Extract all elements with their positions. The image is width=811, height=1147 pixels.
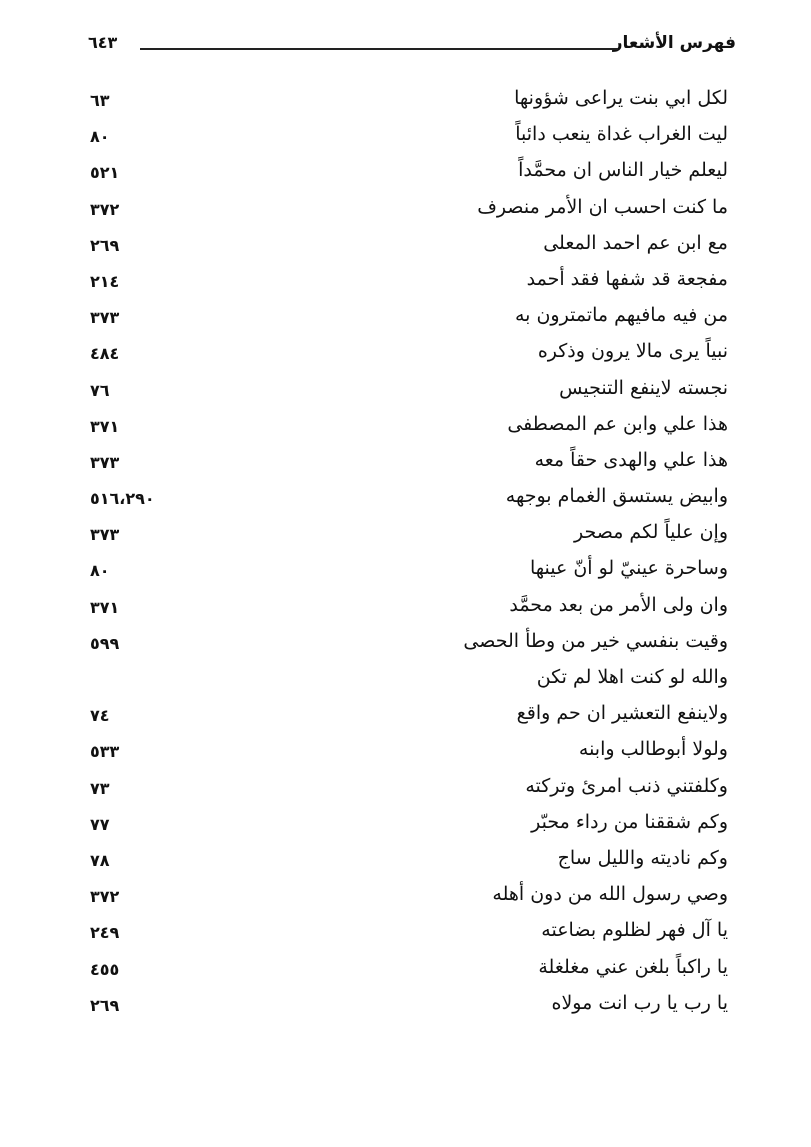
verse-incipit: من فيه مافيهم ماتمترون به <box>514 304 728 327</box>
index-entry <box>84 770 728 806</box>
page-reference: ٥٩٩ <box>90 633 120 653</box>
index-entry <box>84 444 728 480</box>
verse-incipit: مفجعة قد شفها فقد أحمد <box>526 267 728 290</box>
page-reference: ٧٧ <box>90 814 110 834</box>
verse-incipit: والله لو كنت اهلا لم تكن <box>536 666 728 688</box>
index-entry <box>84 552 728 588</box>
index-entry <box>84 951 728 987</box>
verse-incipit: هذا علي وابن عم المصطفى <box>507 412 728 435</box>
running-header <box>84 33 736 63</box>
index-entry <box>84 878 728 914</box>
page-reference: ٢٦٩ <box>90 995 120 1015</box>
index-entry <box>84 987 728 1023</box>
page-reference: ٧٨ <box>90 850 110 870</box>
verse-incipit: وابيض يستسق الغمام بوجهه <box>505 485 728 508</box>
verse-incipit: نجسته لاينفع التنجيس <box>559 376 728 399</box>
index-entry <box>84 227 728 263</box>
verse-incipit: ما كنت احسب ان الأمر منصرف <box>477 195 728 218</box>
page-reference: ٤٨٤ <box>90 344 120 364</box>
page-reference: ٧٣ <box>90 778 110 798</box>
verse-incipit: وإن علياً لكم مصحر <box>573 521 728 544</box>
page-reference: ٣٧٢ <box>90 887 120 907</box>
page-reference: ٢١٤ <box>90 271 120 291</box>
page-reference: ٨٠ <box>90 127 110 147</box>
header-rule <box>140 48 618 50</box>
verse-incipit: وصي رسول الله من دون أهله <box>492 883 728 906</box>
page-reference: ٣٧٣ <box>90 525 120 545</box>
index-entry <box>84 842 728 878</box>
index-entry <box>84 480 728 516</box>
index-entry <box>84 154 728 190</box>
index-entry <box>84 191 728 227</box>
index-entry <box>84 516 728 552</box>
index-entry <box>84 661 728 697</box>
index-entry <box>84 806 728 842</box>
verse-incipit: وساحرة عينيّ لو أنّ عينها <box>529 557 728 580</box>
index-entry <box>84 589 728 625</box>
verse-incipit: وقيت بنفسي خير من وطأ الحصى <box>463 629 728 652</box>
page-reference: ٥٢١ <box>90 163 120 183</box>
page-reference: ٣٧١ <box>90 416 120 436</box>
verse-incipit: وكم شققنا من رداء محبّر <box>531 810 728 833</box>
verse-incipit: هذا علي والهدى حقاً معه <box>534 448 728 471</box>
verse-incipit: وكم ناديته والليل ساج <box>557 846 728 869</box>
index-entry <box>84 408 728 444</box>
page-reference: ٥٣٣ <box>90 742 120 762</box>
index-entry <box>84 299 728 335</box>
index-entry <box>84 263 728 299</box>
verse-incipit: ولاينفع التعشير ان حم واقع <box>516 702 728 725</box>
page-reference: ٣٧٣ <box>90 452 120 472</box>
header-title: فهرس الأشعار <box>612 33 736 53</box>
verse-incipit: ليعلم خيار الناس ان محمَّداً <box>518 159 728 182</box>
page-number: ٦٤٣ <box>88 33 118 52</box>
page-reference: ٦٣ <box>90 91 110 110</box>
index-entry <box>84 914 728 950</box>
page-reference: ٨٠ <box>90 561 110 581</box>
verse-incipit: يا رب يا رب انت مولاه <box>551 991 728 1014</box>
poetry-index-list <box>84 82 728 1023</box>
index-entry <box>84 625 728 661</box>
page-reference: ٧٦ <box>90 380 110 400</box>
index-entry <box>84 82 728 118</box>
index-entry <box>84 372 728 408</box>
page-reference: ٢٦٩ <box>90 235 120 255</box>
verse-incipit: ليت الغراب غداة ينعب دائباً <box>515 123 728 146</box>
page-reference: ٥١٦،٢٩٠ <box>90 489 155 509</box>
verse-incipit: نبياً يرى مالا يرون وذكره <box>537 340 728 363</box>
page-reference: ٤٥٥ <box>90 959 120 979</box>
verse-incipit: يا راكباً بلغن عني مغلغلة <box>538 955 728 978</box>
page-reference: ٧٤ <box>90 706 110 726</box>
page-reference: ٢٤٩ <box>90 923 120 943</box>
page-reference: ٣٧٢ <box>90 199 120 219</box>
index-entry <box>84 697 728 733</box>
index-entry <box>84 335 728 371</box>
verse-incipit: مع ابن عم احمد المعلى <box>543 231 728 254</box>
page-reference: ٣٧١ <box>90 597 120 617</box>
index-entry <box>84 733 728 769</box>
page-reference: ٣٧٣ <box>90 308 120 328</box>
verse-incipit: وكلفتني ذنب امرئ وتركته <box>525 774 728 797</box>
verse-incipit: يا آل فهر لظلوم بضاعته <box>541 919 728 942</box>
verse-incipit: وان ولى الأمر من بعد محمَّد <box>509 593 728 616</box>
verse-incipit: لكل ابي بنت يراعى شؤونها <box>514 87 728 109</box>
verse-incipit: ولولا أبوطالب وابنه <box>578 738 728 761</box>
index-entry <box>84 118 728 154</box>
